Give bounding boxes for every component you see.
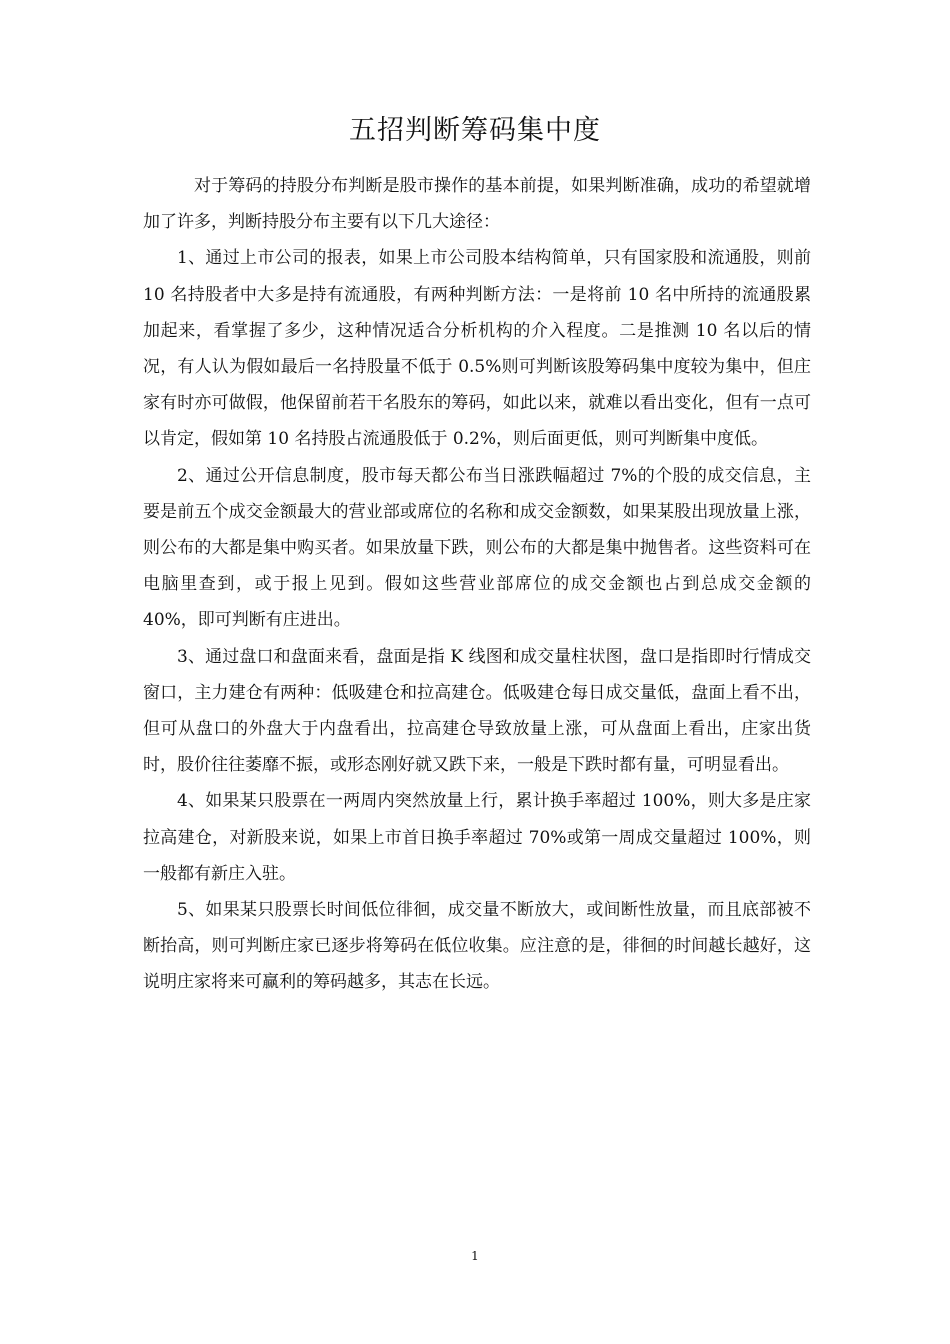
article-body (143, 168, 811, 1001)
page-number: 1 (471, 1249, 479, 1263)
method-1-paragraph: 1、通过上市公司的报表，如果上市公司股本结构简单，只有国家股和流通股，则前 10 名持股者中大多是持有流通股，有两种判断方法：一是将前 10 名中所持的流通股累加起来，看掌握了多少，这种情况适合分析机构的介入程度。二是推测 10 名以后的情况，有人认为假如最后一名持股量不低于 0.5%则可判断该股筹码集中度较为集中，但庄家有时亦可做假，他保留前若干名股东的筹码，如此以来，就难以看出变化，但有一点可以肯定，假如第 10 名持股占流通股低于 0.2%，则后面更低，则可判断集中度低。 (143, 248, 811, 450)
method-2-paragraph: 2、通过公开信息制度，股市每天都公布当日涨跌幅超过 7%的个股的成交信息，主要是前五个成交金额最大的营业部或席位的名称和成交金额数，如果某股出现放量上涨，则公布的大都是集中购买者。如果放量下跌，则公布的大都是集中抛售者。这些资料可在电脑里查到，或于报上见到。假如这些营业部席位的成交金额也占到总成交金额的 40%，即可判断有庄进出。 (143, 465, 811, 631)
intro-paragraph: 对于筹码的持股分布判断是股市操作的基本前提，如果判断准确，成功的希望就增加了许多，判断持股分布主要有以下几大途径： (143, 176, 811, 233)
method-5-paragraph: 5、如果某只股票长时间低位徘徊，成交量不断放大，或间断性放量，而且底部被不断抬高，则可判断庄家已逐步将筹码在低位收集。应注意的是，徘徊的时间越长越好，这说明庄家将来可赢利的筹码越多，其志在长远。 (143, 900, 811, 993)
page-title: 五招判断筹码集中度 (349, 115, 601, 146)
method-3-paragraph: 3、通过盘口和盘面来看，盘面是指 K 线图和成交量柱状图，盘口是指即时行情成交窗口，主力建仓有两种：低吸建仓和拉高建仓。低吸建仓每日成交量低，盘面上看不出，但可从盘口的外盘大于内盘看出，拉高建仓导致放量上涨，可从盘面上看出，庄家出货时，股价往往萎靡不振，或形态刚好就又跌下来，一般是下跌时都有量，可明显看出。 (143, 646, 811, 776)
method-4-paragraph: 4、如果某只股票在一两周内突然放量上行，累计换手率超过 100%，则大多是庄家拉高建仓，对新股来说，如果上市首日换手率超过 70%或第一周成交量超过 100%，则一般都有新庄入驻。 (143, 791, 811, 884)
